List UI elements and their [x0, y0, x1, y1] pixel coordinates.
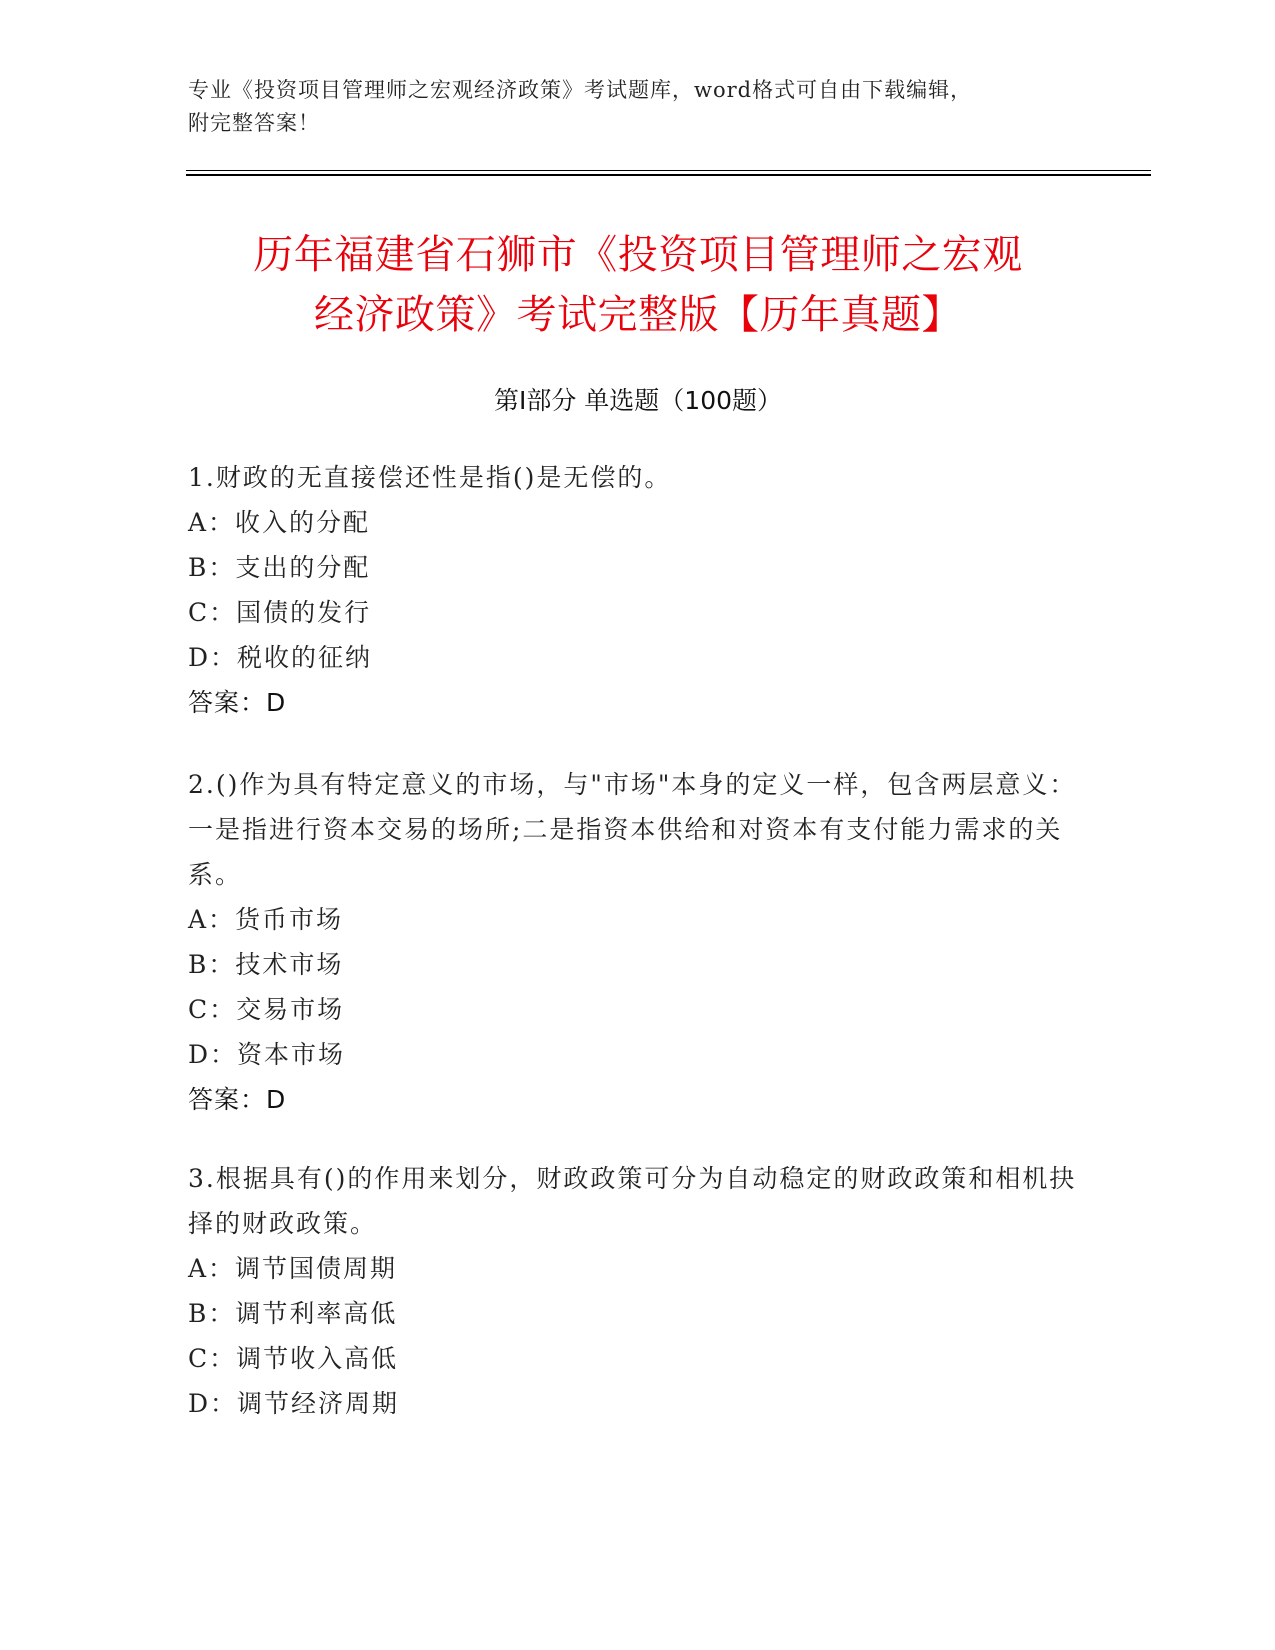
header-note-line-2: 附完整答案！	[188, 111, 320, 135]
section-heading: 第Ⅰ部分 单选题（100题）	[493, 386, 783, 415]
option-a: A：收入的分配	[188, 508, 371, 537]
header-rule-thin	[186, 170, 1151, 171]
document-title-line-1: 历年福建省石狮市《投资项目管理师之宏观	[253, 232, 1023, 278]
header-note-line-1: 专业《投资项目管理师之宏观经济政策》考试题库，word格式可自由下载编辑，	[188, 78, 973, 102]
question-1	[188, 455, 1078, 725]
option-d: D：资本市场	[188, 1040, 346, 1069]
option-b: B：调节利率高低	[188, 1299, 398, 1328]
option-b: B：技术市场	[188, 950, 344, 979]
header-note	[188, 74, 1088, 140]
question-stem: 2.()作为具有特定意义的市场，与"市场"本身的定义一样，包含两层意义：一是指进行资本交易的场所;二是指资本供给和对资本有支付能力需求的关系。	[188, 770, 1077, 889]
answer: 答案：D	[188, 688, 287, 717]
option-c: C：国债的发行	[188, 598, 372, 627]
question-stem: 3.根据具有()的作用来划分，财政政策可分为自动稳定的财政政策和相机抉择的财政政策。	[188, 1164, 1077, 1238]
question-3	[188, 1156, 1078, 1426]
option-c: C：调节收入高低	[188, 1344, 399, 1373]
header-rule-thick	[186, 174, 1151, 176]
document-title	[188, 225, 1088, 345]
option-d: D：税收的征纳	[188, 643, 373, 672]
option-a: A：调节国债周期	[188, 1254, 398, 1283]
answer: 答案：D	[188, 1085, 287, 1114]
option-b: B：支出的分配	[188, 553, 371, 582]
question-stem: 1.财政的无直接偿还性是指()是无偿的。	[188, 463, 672, 492]
question-2	[188, 762, 1078, 1122]
option-a: A：货币市场	[188, 905, 344, 934]
option-c: C：交易市场	[188, 995, 345, 1024]
document-title-line-2: 经济政策》考试完整版【历年真题】	[314, 292, 962, 338]
option-d: D：调节经济周期	[188, 1389, 400, 1418]
